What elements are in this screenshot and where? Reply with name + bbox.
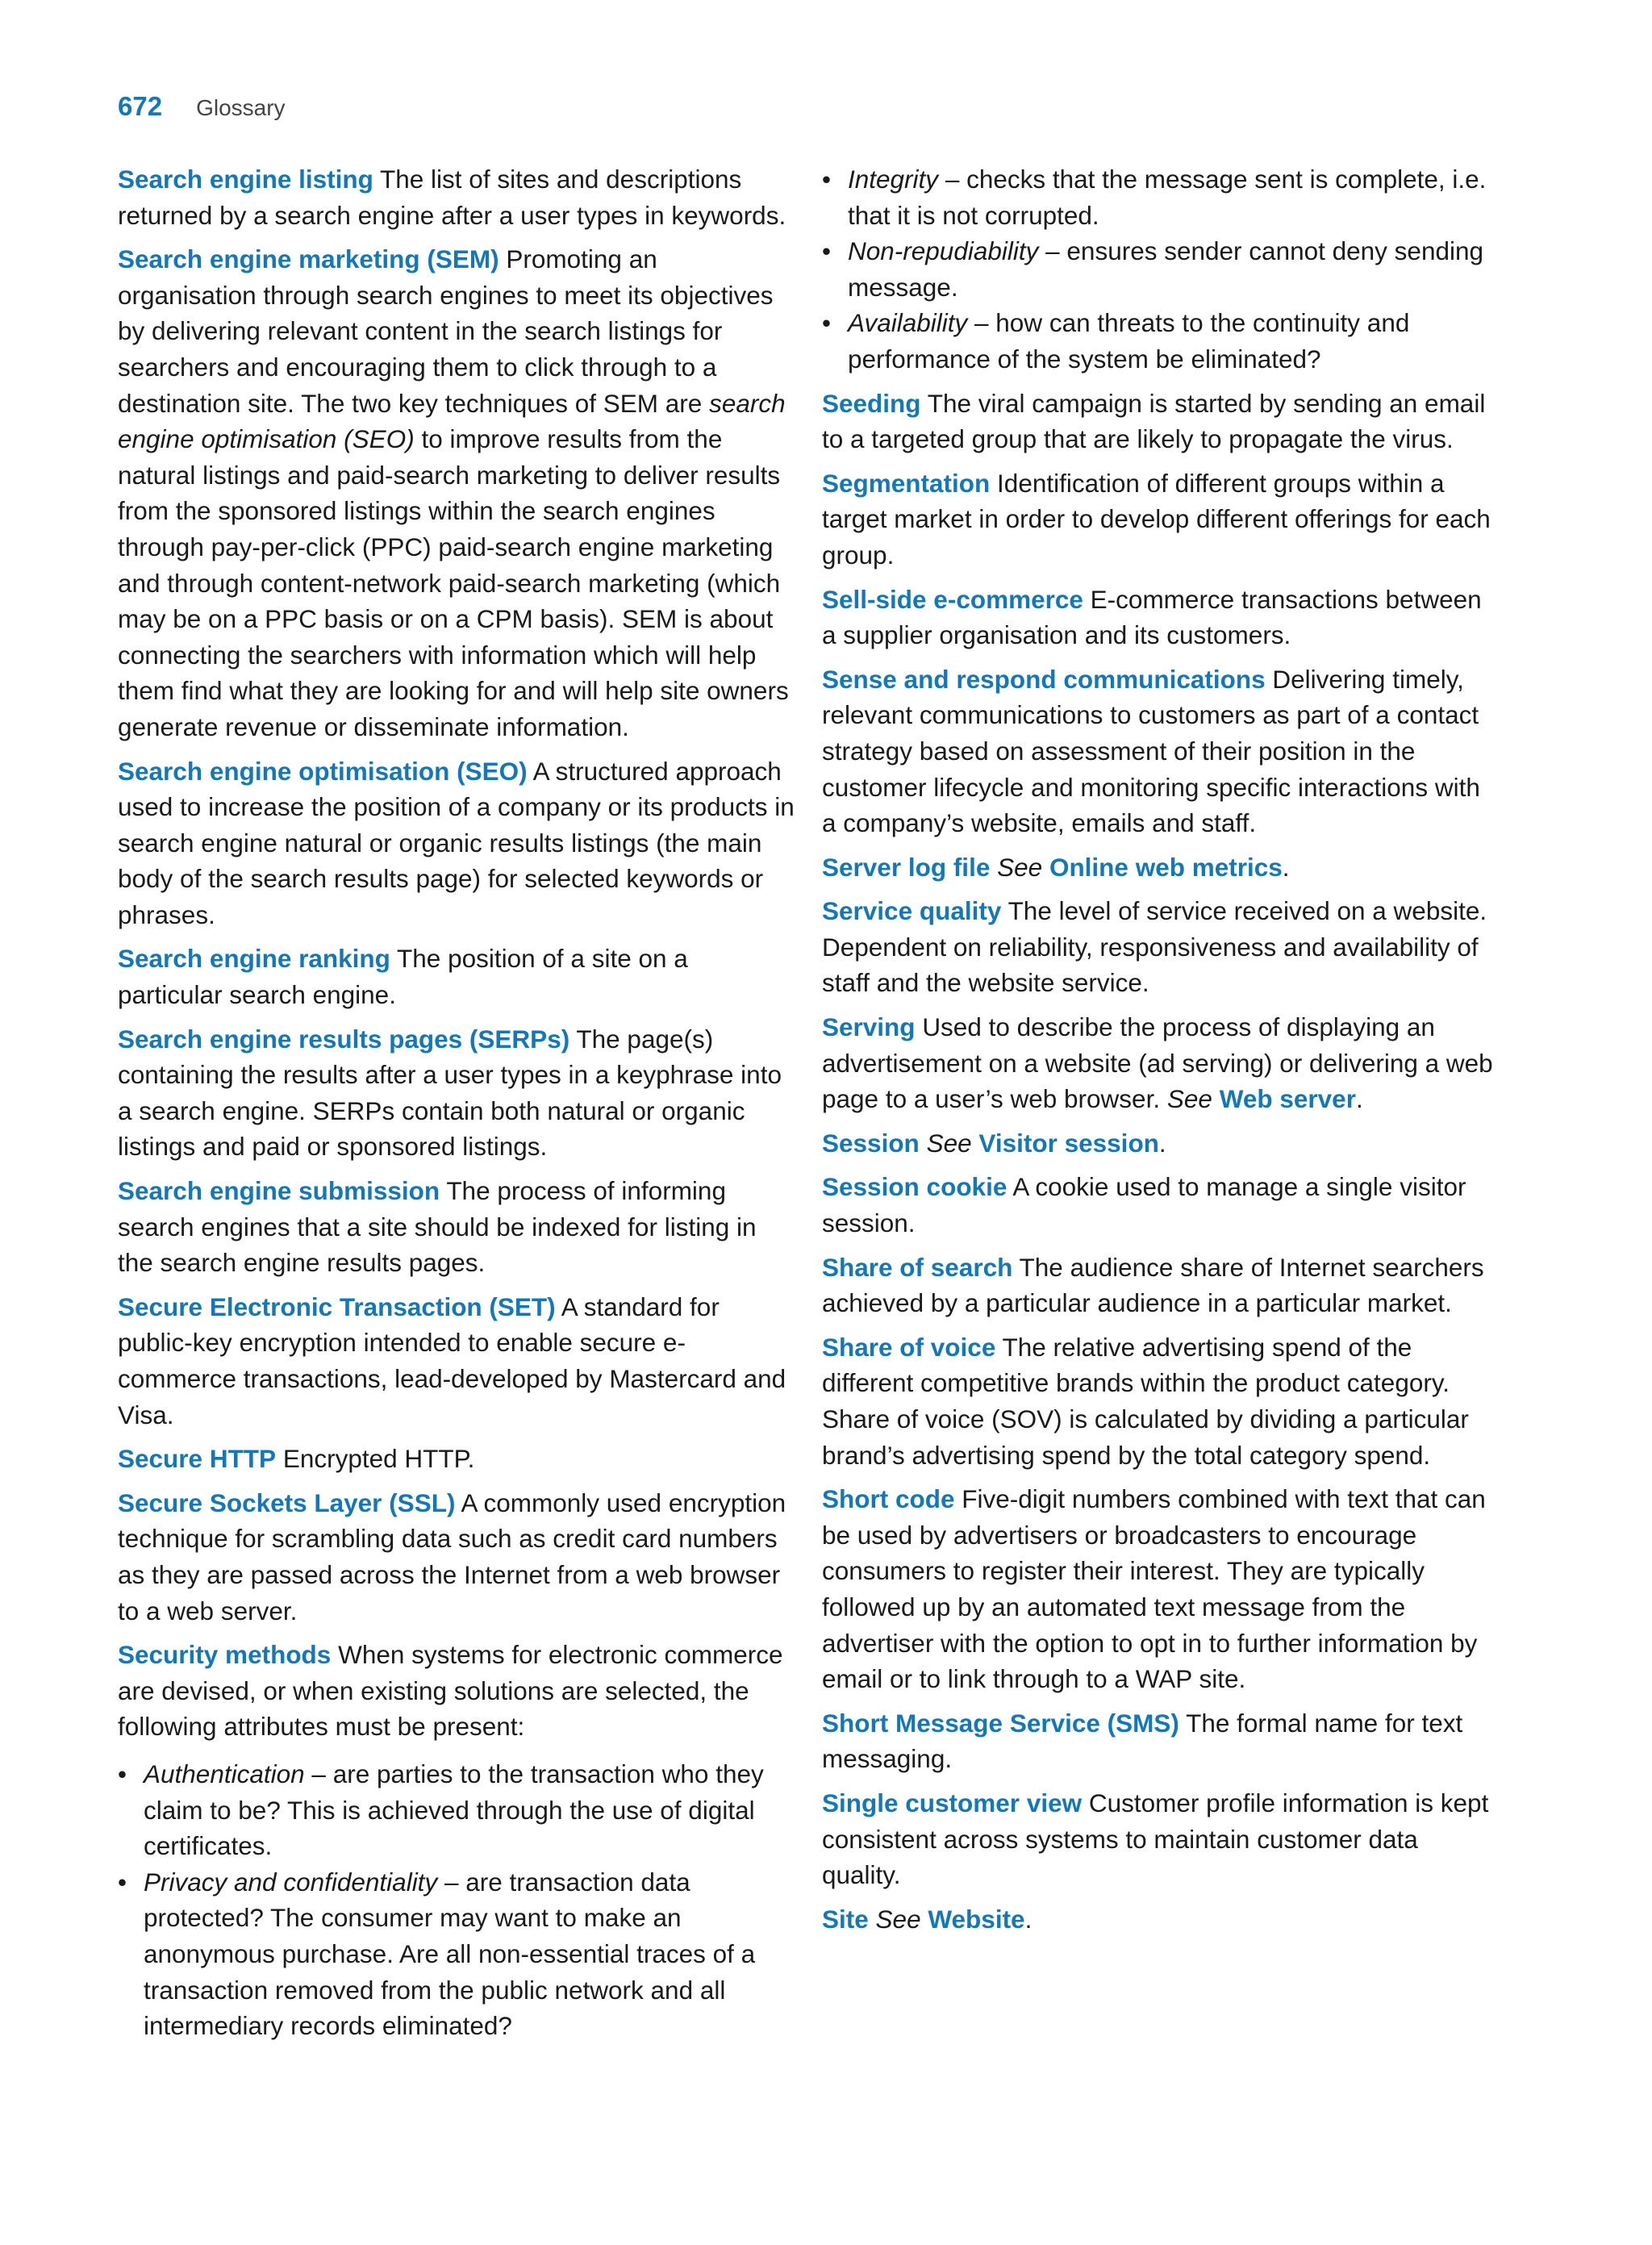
glossary-term: Short code [822,1484,955,1514]
glossary-entry [118,1441,797,1477]
glossary-definition: to improve results from the natural listings and paid-search marketing to deliver results from the sponsored listings within the search engines through pay-per-click (PPC) paid-search engine marketing and through content-network paid-search marketing (which may be on a PPC basis or on a CPM basis). SEM is about connecting the searchers with information which will help them find what they are looking for and will help site owners generate revenue or disseminate information. [118,424,789,741]
list-item [822,161,1501,233]
glossary-entry [118,753,797,933]
glossary-term: Sell-side e-commerce [822,584,1083,614]
glossary-definition: The list of sites and descriptions returned by a search engine after a user types in keywords. [118,165,786,230]
left-column [118,161,797,2052]
glossary-term: Sense and respond communications [822,664,1266,694]
glossary-entry [822,893,1501,1001]
glossary-entry [822,1901,1501,1938]
glossary-entry [822,1785,1501,1893]
glossary-definition-italic: search engine optimisation (SEO) [118,388,786,454]
punctuation: . [1282,852,1290,882]
page-number: 672 [118,91,163,121]
glossary-term: Share of search [822,1252,1013,1282]
glossary-term: Segmentation [822,468,991,498]
punctuation: . [1355,1084,1363,1114]
glossary-entry [822,582,1501,653]
glossary-term: Search engine listing [118,165,373,194]
bullet-list [822,161,1501,378]
glossary-entry [118,1173,797,1281]
bullet-label: Non-repudiability [848,236,1039,266]
glossary-term: Security methods [118,1640,332,1670]
bullet-text: – are transaction data protected? The consumer may want to make an anonymous purchase. Are all non-essential traces of a transaction removed from the public network and all intermediary records eliminated? [144,1867,756,2041]
punctuation: . [1024,1904,1032,1934]
glossary-entry [822,465,1501,574]
glossary-term: Site [822,1904,869,1934]
glossary-definition: A cookie used to manage a single visitor session. [822,1172,1466,1238]
glossary-entry [822,1705,1501,1777]
glossary-definition: Five-digit numbers combined with text that can be used by advertisers or broadcasters to encourage consumers to register their interest. They are typically followed up by an automated text message from the advertiser with the option to opt in to further information by email or to link through to a WAP site. [822,1484,1486,1694]
glossary-term: Serving [822,1012,916,1042]
glossary-entry [118,1637,797,1745]
glossary-term: Search engine optimisation (SEO) [118,756,528,786]
glossary-entry [118,1021,797,1165]
glossary-term: Share of voice [822,1332,996,1362]
glossary-definition: Used to describe the process of displaying an advertisement on a website (ad serving) or delivering a web page to a user’s web browser. [822,1012,1493,1114]
glossary-term: Search engine marketing (SEM) [118,244,499,274]
glossary-term: Service quality [822,896,1002,926]
bullet-list [118,1756,797,2044]
bullet-text: – ensures sender cannot deny sending message. [848,236,1484,302]
list-item [822,233,1501,305]
glossary-definition: The process of informing search engines that a site should be indexed for listing in the search engine results pages. [118,1176,757,1278]
glossary-definition: A structured approach used to increase the position of a company or its products in search engine natural or organic results listings (the main body of the search results page) for selected keywords or phrases. [118,756,795,929]
glossary-term: Single customer view [822,1788,1083,1817]
glossary-entry [822,849,1501,886]
glossary-entry [822,1125,1501,1162]
list-item [118,1864,797,2044]
glossary-entry [822,1169,1501,1241]
glossary-definition: The level of service received on a website. Dependent on reliability, responsiveness and availability of staff and the website service. [822,896,1487,998]
cross-reference-link[interactable]: Website [928,1904,1025,1934]
glossary-definition: Identification of different groups within a target market in order to develop different offerings for each group. [822,468,1491,570]
glossary-term: Server log file [822,852,991,882]
list-item [822,305,1501,377]
glossary-entry [118,161,797,233]
glossary-definition: Customer profile information is kept consistent across systems to maintain customer data quality. [822,1788,1489,1890]
glossary-term: Search engine ranking [118,944,390,974]
glossary-entry [822,1250,1501,1321]
glossary-entry [822,661,1501,841]
glossary-definition: When systems for electronic commerce are devised, or when existing solutions are selected, the following attributes must be present: [118,1640,783,1742]
glossary-definition: The position of a site on a particular search engine. [118,944,688,1010]
bullet-label: Integrity [848,165,939,194]
glossary-definition: The relative advertising spend of the different competitive brands within the product category. Share of voice (SOV) is calculated by dividing a particular brand’s advertising spend by the total category spend. [822,1332,1469,1470]
cross-reference-link[interactable]: Online web metrics [1049,852,1283,882]
glossary-entry [822,386,1501,457]
glossary-definition: Encrypted HTTP. [282,1444,475,1474]
bullet-label: Availability [848,308,968,338]
page-header [118,91,286,131]
glossary-definition: The page(s) containing the results after a user types in a keyphrase into a search engine. SERPs contain both natural or organic listings and paid or sponsored listings. [118,1024,782,1162]
cross-reference-link[interactable]: Visitor session [978,1128,1159,1158]
glossary-entry [118,241,797,745]
glossary-term: Session [822,1128,920,1158]
glossary-entry [118,1485,797,1629]
cross-reference-link[interactable]: Web server [1219,1084,1356,1114]
bullet-text: – how can threats to the continuity and performance of the system be eliminated? [848,308,1410,373]
glossary-term: Short Message Service (SMS) [822,1708,1179,1738]
bullet-text: – are parties to the transaction who they claim to be? This is achieved through the use of digital certificates. [144,1759,764,1861]
glossary-definition: E-commerce transactions between a supplier organisation and its customers. [822,584,1482,650]
glossary-term: Secure Sockets Layer (SSL) [118,1488,456,1517]
glossary-definition: The formal name for text messaging. [822,1708,1463,1774]
glossary-definition: Delivering timely, relevant communications to customers as part of a contact strategy based on assessment of their position in the customer lifecycle and monitoring specific interactions with a company’s website, emails and staff. [822,664,1480,838]
glossary-term: Search engine results pages (SERPs) [118,1024,570,1054]
glossary-definition: The audience share of Internet searchers achieved by a particular audience in a particular market. [822,1252,1484,1318]
right-column [822,161,1501,1945]
glossary-entry [822,1009,1501,1117]
see-label: See [1166,1084,1212,1114]
bullet-label: Privacy and confidentiality [144,1867,438,1897]
see-label: See [997,852,1043,882]
see-label: See [875,1904,921,1934]
glossary-definition: A commonly used encryption technique for scrambling data such as credit card numbers as they are passed across the Internet from a web browser to a web server. [118,1488,786,1625]
running-head: Glossary [196,95,286,120]
glossary-term: Secure HTTP [118,1444,277,1474]
glossary-entry [822,1481,1501,1697]
glossary-definition: Promoting an organisation through search engines to meet its objectives by delivering relevant content in the search listings for searchers and encouraging them to click through to a destination site. The two key techniques of SEM are [118,244,774,418]
glossary-definition: A standard for public-key encryption intended to enable secure e-commerce transactions, lead-developed by Mastercard and Visa. [118,1292,786,1429]
glossary-term: Search engine submission [118,1176,440,1206]
list-item [118,1756,797,1864]
glossary-term: Seeding [822,388,921,418]
glossary-term: Secure Electronic Transaction (SET) [118,1292,556,1321]
bullet-label: Authentication [144,1759,305,1788]
punctuation: . [1158,1128,1166,1158]
glossary-entry [118,941,797,1012]
glossary-entry [118,1289,797,1433]
see-label: See [926,1128,972,1158]
bullet-text: – checks that the message sent is complete, i.e. that it is not corrupted. [848,165,1487,230]
glossary-term: Session cookie [822,1172,1007,1202]
glossary-entry [822,1329,1501,1473]
glossary-definition: The viral campaign is started by sending an email to a targeted group that are likely to propagate the virus. [822,388,1486,454]
